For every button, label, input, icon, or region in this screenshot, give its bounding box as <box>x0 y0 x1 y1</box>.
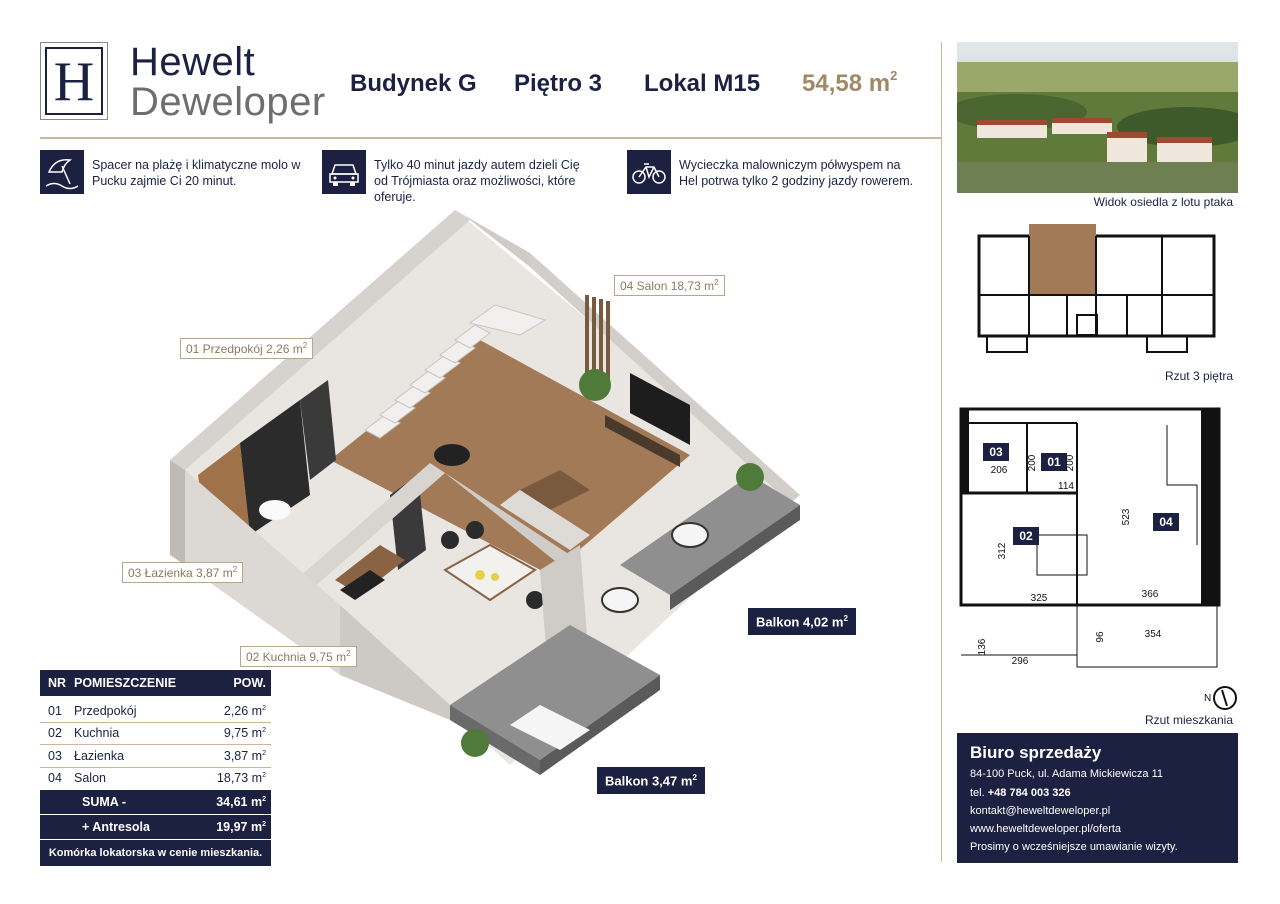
column-divider <box>941 42 942 862</box>
feature-text: Spacer na plażę i klimatyczne molo w Pucku zajmie Ci 20 minut. <box>92 158 301 188</box>
table-row: 03 Łazienka 3,87 $m^2$ <box>40 745 271 768</box>
table-antresola-row: + Antresola 19,97 $m^2$ <box>40 815 271 839</box>
room-03: 03 <box>989 445 1003 459</box>
page-title <box>350 70 897 98</box>
logo-letter: H <box>53 51 95 113</box>
sales-address: 84-100 Puck, ul. Adama Mickiewicza 11 <box>970 768 1163 780</box>
room-01: 01 <box>1047 455 1061 469</box>
feature-text: Tylko 40 minut jazdy autem dzieli Cię od Trójmiasta oraz możliwości, które oferuje. <box>374 158 580 204</box>
sales-phone: tel. +48 784 003 326 <box>970 787 1071 799</box>
bicycle-icon <box>627 150 671 194</box>
label-lazienka: 03 Łazienka 3,87 $m^2$ <box>122 562 243 583</box>
sales-email[interactable]: kontakt@heweltdeweloper.pl <box>970 805 1111 817</box>
feature-bike <box>627 150 927 196</box>
table-row: 01 Przedpokój 2,26 $m^2$ <box>40 700 271 723</box>
label-salon: 04 Salon 18,73 $m^2$ <box>614 275 725 296</box>
feature-car <box>322 150 612 204</box>
room-04: 04 <box>1159 515 1173 529</box>
aerial-caption: Widok osiedla z lotu ptaka <box>1093 195 1233 209</box>
svg-text:206: 206 <box>990 465 1008 476</box>
unit-caption: Rzut mieszkania <box>1144 713 1233 727</box>
car-icon <box>322 150 366 194</box>
logo-line1: Hewelt <box>130 40 256 84</box>
table-row: 02 Kuchnia 9,75 $m^2$ <box>40 723 271 746</box>
label-kuchnia: 02 Kuchnia 9,75 $m^2$ <box>240 646 357 667</box>
logo-mark <box>40 42 108 120</box>
svg-text:200: 200 <box>1027 454 1038 472</box>
sales-office-box <box>957 733 1238 863</box>
room-table <box>40 670 271 866</box>
svg-text:114: 114 <box>1058 481 1074 492</box>
compass-icon <box>1198 685 1238 713</box>
beach-umbrella-icon <box>40 150 84 194</box>
svg-text:366: 366 <box>1141 589 1159 600</box>
room-02: 02 <box>1019 529 1033 543</box>
svg-text:96: 96 <box>1095 631 1106 643</box>
label-balkon-1: Balkon 4,02 $m^2$ <box>748 608 856 635</box>
logo-wordmark <box>130 42 326 122</box>
svg-text:325: 325 <box>1030 593 1048 604</box>
sales-website[interactable]: www.heweltdeweloper.pl/oferta <box>970 823 1122 835</box>
floor-plan-thumbnail <box>957 220 1238 370</box>
logo-line2: Deweloper <box>130 80 326 124</box>
svg-text:312: 312 <box>997 542 1008 560</box>
svg-text:200: 200 <box>1065 454 1076 472</box>
sales-title: Biuro sprzedaży <box>970 743 1102 762</box>
table-header: NR POMIESZCZENIE POW. <box>40 670 271 696</box>
unit-label: Lokal M15 <box>644 70 761 97</box>
label-przedpokoj: 01 Przedpokój 2,26 $m^2$ <box>180 338 313 359</box>
svg-text:354: 354 <box>1144 629 1162 640</box>
svg-text:136: 136 <box>977 638 988 656</box>
sales-note: Prosimy o wcześniejsze umawianie wizyty. <box>970 841 1178 853</box>
floor-caption: Rzut 3 piętra <box>1164 369 1233 383</box>
area-label: 54,58 $m^2$ <box>802 68 898 97</box>
table-sum-row: SUMA - 34,61 $m^2$ <box>40 790 271 814</box>
building-label: Budynek G <box>350 70 477 97</box>
feature-beach <box>40 150 310 196</box>
floor-label: Piętro 3 <box>514 70 603 97</box>
header-divider <box>40 137 941 139</box>
aerial-photo <box>957 42 1238 193</box>
svg-text:296: 296 <box>1011 656 1029 667</box>
unit-plan-drawing <box>957 405 1238 680</box>
svg-text:523: 523 <box>1121 508 1132 526</box>
table-row: 04 Salon 18,73 $m^2$ <box>48 771 266 786</box>
feature-text: Wycieczka malowniczym półwyspem na Hel potrwa tylko 2 godziny jazdy rowerem. <box>679 158 914 188</box>
table-footer-note: Komórka lokatorska w cenie mieszkania. <box>40 840 271 866</box>
label-balkon-2: Balkon 3,47 $m^2$ <box>597 767 705 794</box>
svg-text:N: N <box>1204 693 1212 704</box>
